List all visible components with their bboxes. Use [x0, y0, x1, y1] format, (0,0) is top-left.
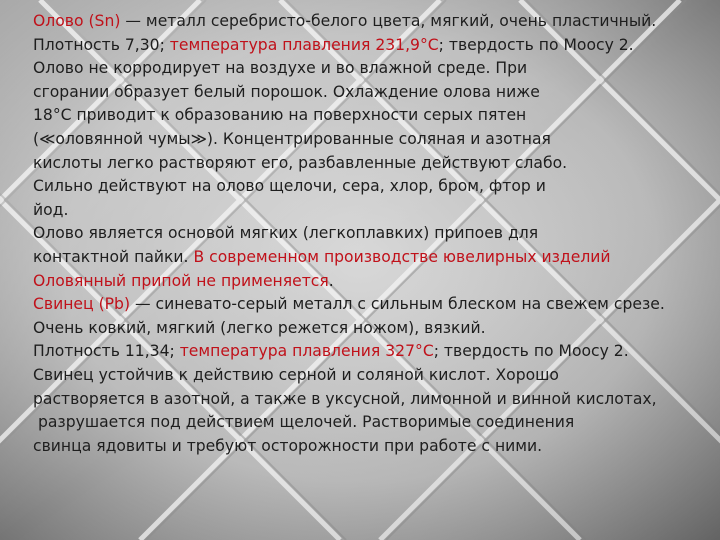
line-14: Очень ковкий, мягкий (легко режется ножом), вязкий. [33, 318, 486, 337]
line-19: свинца ядовиты и требуют осторожности при работе с ними. [33, 436, 543, 455]
line-4: сгорании образует белый порошок. Охлаждение олова ниже [33, 82, 540, 101]
jewelry-note-end: Оловянный припой не применяется [33, 271, 329, 290]
line-3: Олово не корродирует на воздухе и во влажной среде. При [33, 59, 528, 78]
line-9: йод. [33, 200, 69, 219]
line-6: (≪оловянной чумы≫). Концентрированные соляная и азотная [33, 129, 551, 148]
line-15: Плотность 11,34; температура плавления 327°C; твердость по Моосу 2. [33, 342, 629, 361]
jewelry-note: В современном производстве ювелирных изделий [193, 247, 611, 266]
line-5: 18°C приводит к образованию на поверхности серых пятен [33, 106, 527, 125]
lead-title: Свинец (Pb) [33, 295, 131, 314]
line-2: Плотность 7,30; температура плавления 231,9°C; твердость по Моосу 2. [33, 35, 634, 54]
line-1: Олово (Sn) — металл серебристо-белого цвета, мягкий, очень пластичный. [33, 12, 657, 30]
tin-melting-point: температура плавления 231,9°C [169, 35, 439, 54]
lead-melting-point: температура плавления 327°C [179, 342, 434, 361]
line-13: Свинец (Pb) — синевато-серый металл с сильным блеском на свежем срезе. [33, 295, 665, 314]
line-10: Олово является основой мягких (легкоплавких) припоев для [33, 224, 539, 243]
text-block [33, 10, 705, 458]
line-8: Сильно действуют на олово щелочи, сера, хлор, бром, фтор и [33, 177, 546, 196]
line-11: контактной пайки. В современном производстве ювелирных изделий [33, 247, 611, 266]
line-12: Оловянный припой не применяется. [33, 271, 334, 290]
line-7: кислоты легко растворяют его, разбавленные действуют слабо. [33, 153, 568, 172]
line-16: Свинец устойчив к действию серной и соляной кислот. Хорошо [33, 365, 559, 384]
line-18: разрушается под действием щелочей. Растворимые соединения [33, 413, 575, 432]
line-17: растворяется в азотной, а также в уксусной, лимонной и винной кислотах, [33, 389, 657, 408]
tin-title: Олово (Sn) [33, 12, 121, 30]
